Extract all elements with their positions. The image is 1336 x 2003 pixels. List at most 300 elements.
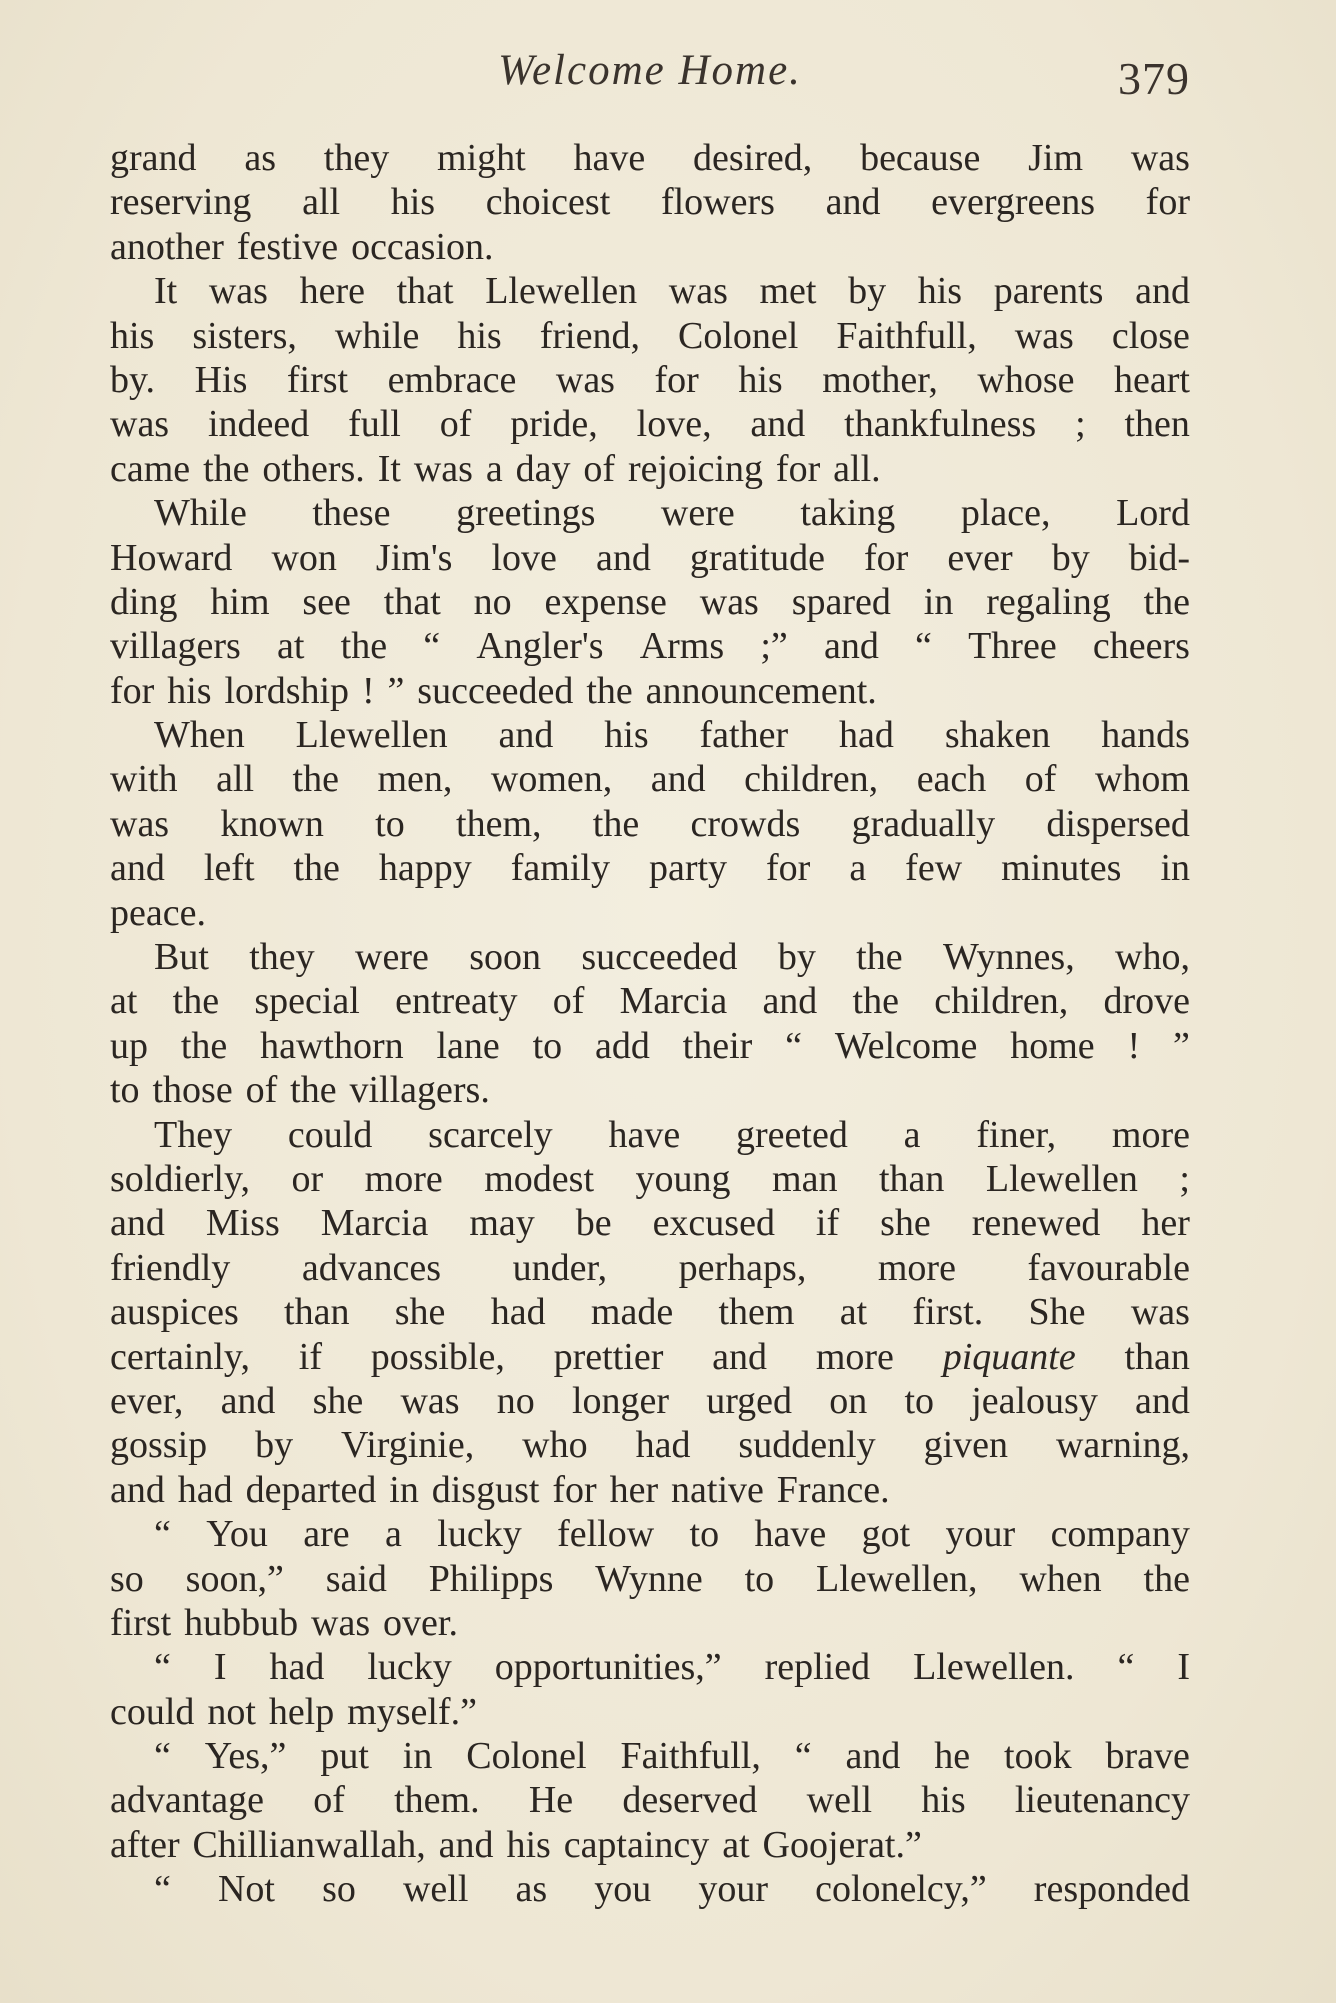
word: his: [167, 669, 212, 712]
word: took: [1004, 1735, 1072, 1778]
word: minutes: [1001, 847, 1122, 890]
word: children,: [934, 980, 1069, 1023]
word: well: [402, 1868, 469, 1911]
word: Arms: [639, 625, 725, 668]
word: father: [699, 714, 789, 757]
word: Goojerat.”: [762, 1823, 922, 1866]
word: ever,: [110, 1379, 184, 1422]
word: !: [1127, 1024, 1141, 1067]
word: she: [394, 1291, 446, 1334]
word: ;: [1179, 1157, 1190, 1200]
word: and: [438, 1823, 494, 1866]
text-line: [110, 1512, 1190, 1556]
word: be: [575, 1202, 612, 1245]
word: in: [389, 1468, 419, 1511]
word: excused: [652, 1202, 775, 1245]
word: met: [759, 270, 817, 313]
word: Jim: [1028, 137, 1084, 179]
word: gradually: [851, 802, 996, 845]
word: “: [154, 1646, 171, 1689]
word: were: [660, 492, 735, 535]
word: special: [254, 980, 360, 1023]
text-line: [110, 402, 1190, 446]
word: those: [152, 1069, 233, 1112]
word: are: [303, 1513, 350, 1556]
word: his: [390, 181, 436, 224]
word: “: [154, 1513, 171, 1556]
word: Faithfull,: [620, 1735, 761, 1778]
word: and: [220, 1379, 276, 1422]
word: after: [110, 1823, 180, 1866]
word: It: [377, 447, 401, 490]
word: festive: [236, 225, 339, 268]
word: gratitude: [689, 536, 825, 579]
word: captaincy: [563, 1823, 710, 1866]
word: to: [689, 1513, 720, 1556]
word: They: [154, 1113, 233, 1156]
word: advantage: [110, 1779, 265, 1822]
word: regaling: [986, 580, 1111, 623]
word: at: [839, 1291, 868, 1334]
word: party: [648, 847, 728, 890]
word: she: [880, 1202, 931, 1245]
word: was: [208, 270, 268, 313]
word: men,: [377, 758, 453, 801]
word: made: [590, 1291, 674, 1334]
word: close: [1111, 314, 1190, 357]
word: them,: [456, 802, 542, 845]
word: while: [334, 314, 420, 357]
word: opportunities,”: [494, 1646, 722, 1689]
word: Yes,”: [204, 1735, 287, 1778]
word: announcement.: [645, 669, 877, 712]
word: place,: [960, 492, 1051, 535]
word: drove: [1103, 980, 1190, 1023]
word: because: [860, 137, 981, 179]
word: Llewellen: [295, 714, 448, 757]
word: soldierly,: [110, 1157, 251, 1200]
word: dispersed: [1046, 802, 1190, 845]
word: got: [861, 1513, 911, 1556]
word: his: [917, 270, 963, 313]
word: for: [775, 447, 821, 490]
word: for: [654, 358, 699, 401]
text-line: [110, 669, 1190, 713]
word: they: [323, 137, 390, 179]
word: a: [849, 847, 867, 890]
word: women,: [490, 758, 613, 801]
word: brave: [1105, 1735, 1190, 1778]
word: have: [608, 1113, 681, 1156]
word: evergreens: [931, 181, 1095, 224]
word: in: [923, 580, 954, 623]
word: might: [437, 137, 526, 179]
word: happy: [378, 847, 472, 890]
word: Colonel: [677, 314, 799, 357]
word: the: [1143, 580, 1190, 623]
word: disgust: [431, 1468, 540, 1511]
word: may: [469, 1202, 535, 1245]
word: at: [722, 1823, 750, 1866]
text-line: [110, 1423, 1190, 1467]
word: “: [154, 1868, 171, 1911]
word: finer,: [976, 1113, 1057, 1156]
word: While: [154, 492, 247, 535]
word: ”: [387, 669, 405, 712]
word: well: [806, 1779, 873, 1822]
word: of: [583, 447, 616, 490]
word: desired,: [693, 137, 813, 179]
word: the: [586, 669, 633, 712]
word: perhaps,: [678, 1246, 807, 1289]
word: company: [1050, 1513, 1190, 1556]
word: It: [154, 270, 178, 313]
word: was: [1014, 314, 1074, 357]
word: a: [385, 1513, 402, 1556]
text-line: [110, 225, 1190, 269]
word: Wynne: [595, 1557, 703, 1600]
word: Miss: [205, 1202, 280, 1245]
word: by: [777, 936, 816, 979]
word: given: [923, 1424, 1009, 1467]
word: in: [1160, 847, 1190, 890]
word: if: [815, 1202, 840, 1245]
word: for: [1145, 181, 1190, 224]
word: said: [325, 1557, 387, 1600]
word: possible,: [370, 1335, 505, 1378]
word: warning,: [1055, 1424, 1190, 1467]
word: than: [878, 1157, 945, 1200]
text-line: [110, 358, 1190, 402]
word: full: [348, 403, 401, 446]
text-line: [110, 1024, 1190, 1068]
word: here: [299, 270, 365, 313]
word: replied: [764, 1646, 871, 1689]
word: and: [110, 1202, 165, 1245]
text-line: [110, 1690, 1190, 1734]
word: was: [110, 403, 170, 446]
word: add: [594, 1024, 650, 1067]
word: Jim's: [375, 536, 453, 579]
word: a: [485, 447, 503, 490]
text-line: [110, 846, 1190, 890]
text-line: [110, 180, 1190, 224]
word: advances: [301, 1246, 442, 1289]
word: Welcome: [834, 1024, 978, 1067]
text-line: [110, 1246, 1190, 1290]
word: modest: [484, 1157, 595, 1200]
word: all.: [833, 447, 881, 490]
word: grand: [110, 137, 197, 179]
word: their: [682, 1024, 753, 1067]
word: was: [699, 580, 759, 623]
word: his: [604, 714, 649, 757]
word: another: [110, 225, 224, 268]
word: soon: [469, 936, 542, 979]
word: Not: [217, 1868, 275, 1911]
text-line: [110, 1778, 1190, 1822]
text-line: [110, 1468, 1190, 1512]
word: more: [815, 1335, 894, 1378]
word: scarcely: [428, 1113, 553, 1156]
text-line: [110, 979, 1190, 1023]
word: Wynnes,: [942, 936, 1075, 979]
word: certainly,: [110, 1335, 250, 1378]
word: friend,: [539, 314, 640, 357]
word: the: [592, 802, 640, 845]
word: prettier: [553, 1335, 664, 1378]
word: them: [718, 1291, 795, 1334]
word: love,: [636, 403, 712, 446]
word: won: [271, 536, 337, 579]
word: longer: [571, 1379, 670, 1422]
word: myself.”: [347, 1690, 477, 1733]
word: departed: [245, 1468, 377, 1511]
word: by: [1051, 536, 1090, 579]
text-line: [110, 1645, 1190, 1689]
word: the: [290, 1069, 337, 1112]
body-text: [110, 136, 1190, 1912]
text-line: [110, 1335, 1190, 1379]
word: the: [856, 936, 903, 979]
word: !: [361, 669, 375, 712]
word: succeeded: [417, 669, 574, 712]
text-line: [110, 1290, 1190, 1334]
word: entreaty: [395, 980, 518, 1023]
word: as: [515, 1868, 548, 1911]
word: Marcia: [619, 980, 728, 1023]
text-line: [110, 447, 1190, 491]
word: lane: [436, 1024, 500, 1067]
word: and: [650, 758, 706, 801]
word: greeted: [736, 1113, 848, 1156]
word: they: [249, 936, 315, 979]
word: you: [594, 1868, 652, 1911]
word: fellow: [557, 1513, 655, 1556]
word: was: [1130, 1291, 1190, 1334]
word: choicest: [485, 181, 611, 224]
word: and: [595, 536, 651, 579]
text-line: [110, 1557, 1190, 1601]
text-line: [110, 757, 1190, 801]
word: than: [284, 1291, 350, 1334]
word: and: [1135, 1379, 1190, 1422]
word: him: [210, 580, 270, 623]
word: friendly: [110, 1246, 231, 1289]
word: Llewellen,: [816, 1557, 978, 1600]
word: the: [852, 980, 899, 1023]
word: taking: [800, 492, 896, 535]
word: was: [311, 1601, 371, 1644]
word: were: [355, 936, 429, 979]
word: his: [110, 314, 155, 357]
word: who: [522, 1424, 588, 1467]
word: favourable: [1027, 1246, 1190, 1289]
word: and: [845, 1735, 901, 1778]
word: I: [213, 1646, 227, 1689]
text-line: [110, 1734, 1190, 1778]
running-head: [110, 40, 1190, 110]
word: succeeded: [581, 936, 738, 979]
word: as: [244, 137, 276, 179]
word: ever: [947, 536, 1013, 579]
word: so: [322, 1868, 356, 1911]
page-number: 379: [1118, 53, 1190, 104]
word: native: [671, 1468, 764, 1511]
text-line: [110, 314, 1190, 358]
text-line: [110, 1201, 1190, 1245]
word: pride,: [510, 403, 598, 446]
word: and: [712, 1335, 768, 1378]
word: lieutenancy: [1014, 1779, 1190, 1822]
word: and: [1135, 270, 1190, 313]
word: all: [216, 758, 255, 801]
word: lucky: [437, 1513, 522, 1556]
word: lucky: [367, 1646, 452, 1689]
word: to: [532, 1024, 563, 1067]
word: whom: [1094, 758, 1190, 801]
word: jealousy: [971, 1379, 1098, 1422]
word: on: [829, 1379, 868, 1422]
word: for: [110, 669, 155, 712]
word: Llewellen: [485, 270, 638, 313]
word: crowds: [690, 802, 801, 845]
word: Lord: [1116, 492, 1190, 535]
word: the: [203, 447, 250, 490]
chapter-title: Welcome Home.: [498, 47, 802, 94]
word: put: [320, 1735, 369, 1778]
word: for: [552, 1468, 597, 1511]
word: and: [823, 625, 879, 668]
word: embrace: [387, 358, 517, 401]
word: auspices: [110, 1291, 239, 1334]
word: who,: [1115, 936, 1190, 979]
word: heart: [1114, 358, 1190, 401]
text-line: [110, 536, 1190, 580]
word: day: [515, 447, 571, 490]
word: had: [177, 1468, 233, 1511]
word: renewed: [971, 1202, 1101, 1245]
word: colonelcy,”: [815, 1868, 987, 1911]
word: of: [439, 403, 472, 446]
word: bid-: [1128, 536, 1190, 579]
word: occasion.: [351, 225, 494, 268]
word: to: [375, 802, 405, 845]
word: first: [110, 1601, 172, 1644]
word: have: [754, 1513, 827, 1556]
word: Llewellen: [985, 1157, 1138, 1200]
text-line: [110, 1601, 1190, 1645]
word: thankfulness: [844, 403, 1037, 446]
word: cheers: [1092, 625, 1190, 668]
word: “: [794, 1735, 812, 1778]
word: hands: [1101, 714, 1190, 757]
text-line: [110, 269, 1190, 313]
word: shaken: [944, 714, 1051, 757]
word: flowers: [660, 181, 775, 224]
word: Angler's: [476, 625, 604, 668]
word: parents: [993, 270, 1104, 313]
word: had: [839, 714, 894, 757]
word: expense: [544, 580, 667, 623]
word: by: [848, 270, 887, 313]
word: home: [1010, 1024, 1095, 1067]
word: was: [110, 802, 170, 845]
word: Llewellen.: [913, 1646, 1075, 1689]
word: He: [528, 1779, 574, 1822]
word: the: [172, 980, 220, 1023]
word: mother,: [822, 358, 938, 401]
word: and: [750, 403, 806, 446]
word: France.: [776, 1468, 890, 1511]
word: young: [635, 1157, 731, 1200]
word: was: [413, 447, 473, 490]
word: hubbub: [184, 1601, 299, 1644]
word: she: [312, 1379, 364, 1422]
word: then: [1124, 403, 1190, 446]
word: for: [766, 847, 811, 890]
word: was: [668, 270, 728, 313]
word: peace.: [110, 891, 206, 934]
word: of: [552, 980, 585, 1023]
word: at: [277, 625, 305, 668]
word: more: [877, 1246, 956, 1289]
word: your: [945, 1513, 1016, 1556]
word: more: [364, 1157, 443, 1200]
word: help: [268, 1690, 335, 1733]
text-line: [110, 1867, 1190, 1911]
word: no: [496, 1379, 535, 1422]
word: under,: [512, 1246, 608, 1289]
word: sisters,: [192, 314, 297, 357]
word: was: [1130, 137, 1190, 179]
word: the: [340, 625, 388, 668]
text-line: [110, 1379, 1190, 1423]
text-line: [110, 624, 1190, 668]
text-line: [110, 580, 1190, 624]
word: and: [762, 980, 818, 1023]
text-line: [110, 935, 1190, 979]
word: “: [423, 625, 441, 668]
word: a: [903, 1113, 921, 1156]
word: “: [785, 1024, 803, 1067]
word: deserved: [622, 1779, 758, 1822]
text-line: [110, 491, 1190, 535]
word: Faithfull,: [836, 314, 977, 357]
word: came: [110, 447, 191, 490]
word: his: [506, 1823, 551, 1866]
word: with: [110, 758, 178, 801]
word: his: [457, 314, 502, 357]
word: suddenly: [738, 1424, 876, 1467]
text-line: [110, 1823, 1190, 1867]
word: not: [207, 1690, 256, 1733]
word: than: [1124, 1335, 1190, 1378]
word: Chillianwallah,: [192, 1823, 426, 1866]
word: lordship: [224, 669, 350, 712]
word: gossip: [110, 1424, 208, 1467]
word: of: [1024, 758, 1057, 801]
word: known: [220, 802, 324, 845]
word: see: [302, 580, 351, 623]
word: had: [269, 1646, 325, 1689]
word: spared: [791, 580, 891, 623]
text-line: [110, 1113, 1190, 1157]
word: piquante: [942, 1335, 1076, 1378]
word: “: [154, 1735, 171, 1778]
word: was: [400, 1379, 460, 1422]
word: the: [292, 758, 339, 801]
